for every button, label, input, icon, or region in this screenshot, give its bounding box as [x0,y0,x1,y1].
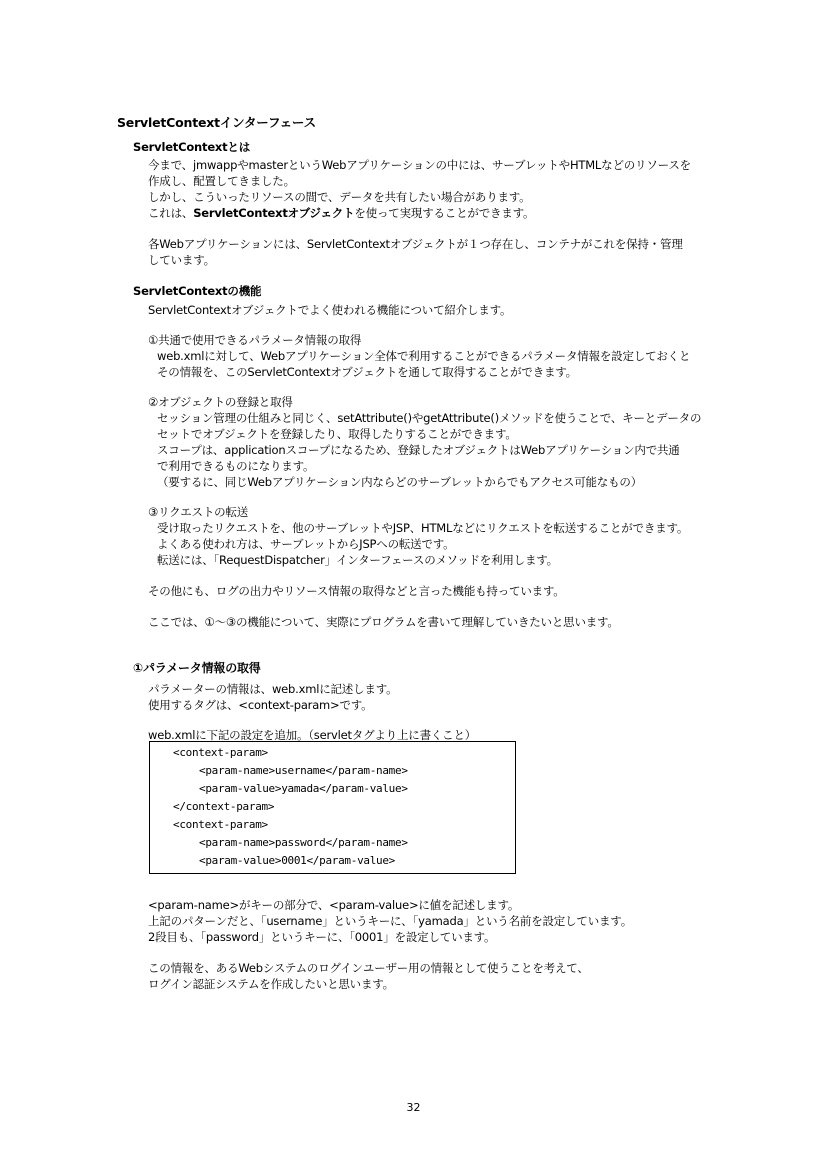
paragraph-line: 今まで、jmwappやmasterというWebアプリケーションの中には、サーブレットやHTMLなどのリソースを [148,158,691,172]
code-line: <context-param> [173,818,268,831]
paragraph-line: その情報を、このServletContextオブジェクトを通して取得することができます。 [157,365,577,379]
paragraph-line: しています。 [148,253,215,267]
item-title: ③リクエストの転送 [148,505,249,519]
paragraph-line: スコープは、applicationスコープになるため、登録したオブジェクトはWebアプリケーション内で共通 [157,443,680,457]
paragraph-line: しかし、こういったリソースの間で、データを共有したい場合があります。 [148,190,531,204]
code-line: <param-value>0001</param-value> [199,854,395,867]
paragraph-line: 2段目も、「password」というキーに、「0001」を設定しています。 [148,930,496,944]
page-number: 32 [406,1101,421,1114]
emphasis-text: ServletContextオブジェクト [193,206,355,220]
code-line: <param-name>password</param-name> [199,836,408,849]
paragraph-line: よくある使われ方は、サーブレットからJSPへの転送です。 [157,537,455,551]
paragraph-line: その他にも、ログの出力やリソース情報の取得などと言った機能も持っています。 [148,584,565,598]
paragraph-line: 転送には、「RequestDispatcher」インターフェースのメソッドを利用します。 [157,553,558,567]
paragraph-line: ServletContextオブジェクトでよく使われる機能について紹介します。 [148,303,512,317]
paragraph-line: 使用するタグは、<context-param>です。 [148,698,373,712]
section-heading-servletcontext: ServletContextとは [133,140,251,154]
paragraph-line: 作成し、配置してきました。 [148,174,295,188]
paragraph-line: ログイン認証システムを作成したいと思います。 [148,977,394,991]
paragraph-line: セットでオブジェクトを登録したり、取得したりすることができます。 [157,427,517,441]
code-line: </context-param> [173,800,275,813]
code-line: <param-name>username</param-name> [199,764,408,777]
paragraph-line: web.xmlに対して、Webアプリケーション全体で利用することができるパラメータ情報を設定しておくと [157,349,691,363]
paragraph-line: （要するに、同じWebアプリケーション内ならどのサーブレットからでもアクセス可能なもの） [157,475,643,489]
item-title: ①共通で使用できるパラメータ情報の取得 [148,333,362,347]
text-run: これは、 [148,206,194,220]
paragraph-line: web.xmlに下記の設定を追加。（servletタグより上に書くこと） [148,728,477,742]
paragraph-line: で利用できるものになります。 [157,459,315,473]
paragraph-line: セッション管理の仕組みと同じく、setAttribute()やgetAttribute()メソッドを使うことで、キーとデータの [157,411,702,425]
paragraph-line: 各Webアプリケーションには、ServletContextオブジェクトが１つ存在し、コンテナがこれを保持・管理 [148,237,683,251]
paragraph-line: パラメーターの情報は、web.xmlに記述します。 [148,682,398,696]
code-line: <param-value>yamada</param-value> [199,782,408,795]
paragraph-line: <param-name>がキーの部分で、<param-value>に値を記述します。 [148,898,520,912]
paragraph-line: 上記のパターンだと、「username」というキーに、「yamada」という名前を設定しています。 [148,914,632,928]
section-heading-functions: ServletContextの機能 [133,284,262,298]
text-run: を使って実現することができます。 [354,206,535,220]
paragraph-line: ここでは、①～③の機能について、実際にプログラムを書いて理解していきたいと思います。 [148,615,619,629]
item-title: ②オブジェクトの登録と取得 [148,395,293,409]
paragraph-line [148,206,534,221]
section-heading-parameters: ①パラメータ情報の取得 [133,661,261,675]
paragraph-line: この情報を、あるWebシステムのログインユーザー用の情報として使うことを考えて、 [148,961,589,975]
page-title: ServletContextインターフェース [117,115,316,130]
paragraph-line: 受け取ったリクエストを、他のサーブレットやJSP、HTMLなどにリクエストを転送することができます。 [157,521,689,535]
code-line: <context-param> [173,746,268,759]
